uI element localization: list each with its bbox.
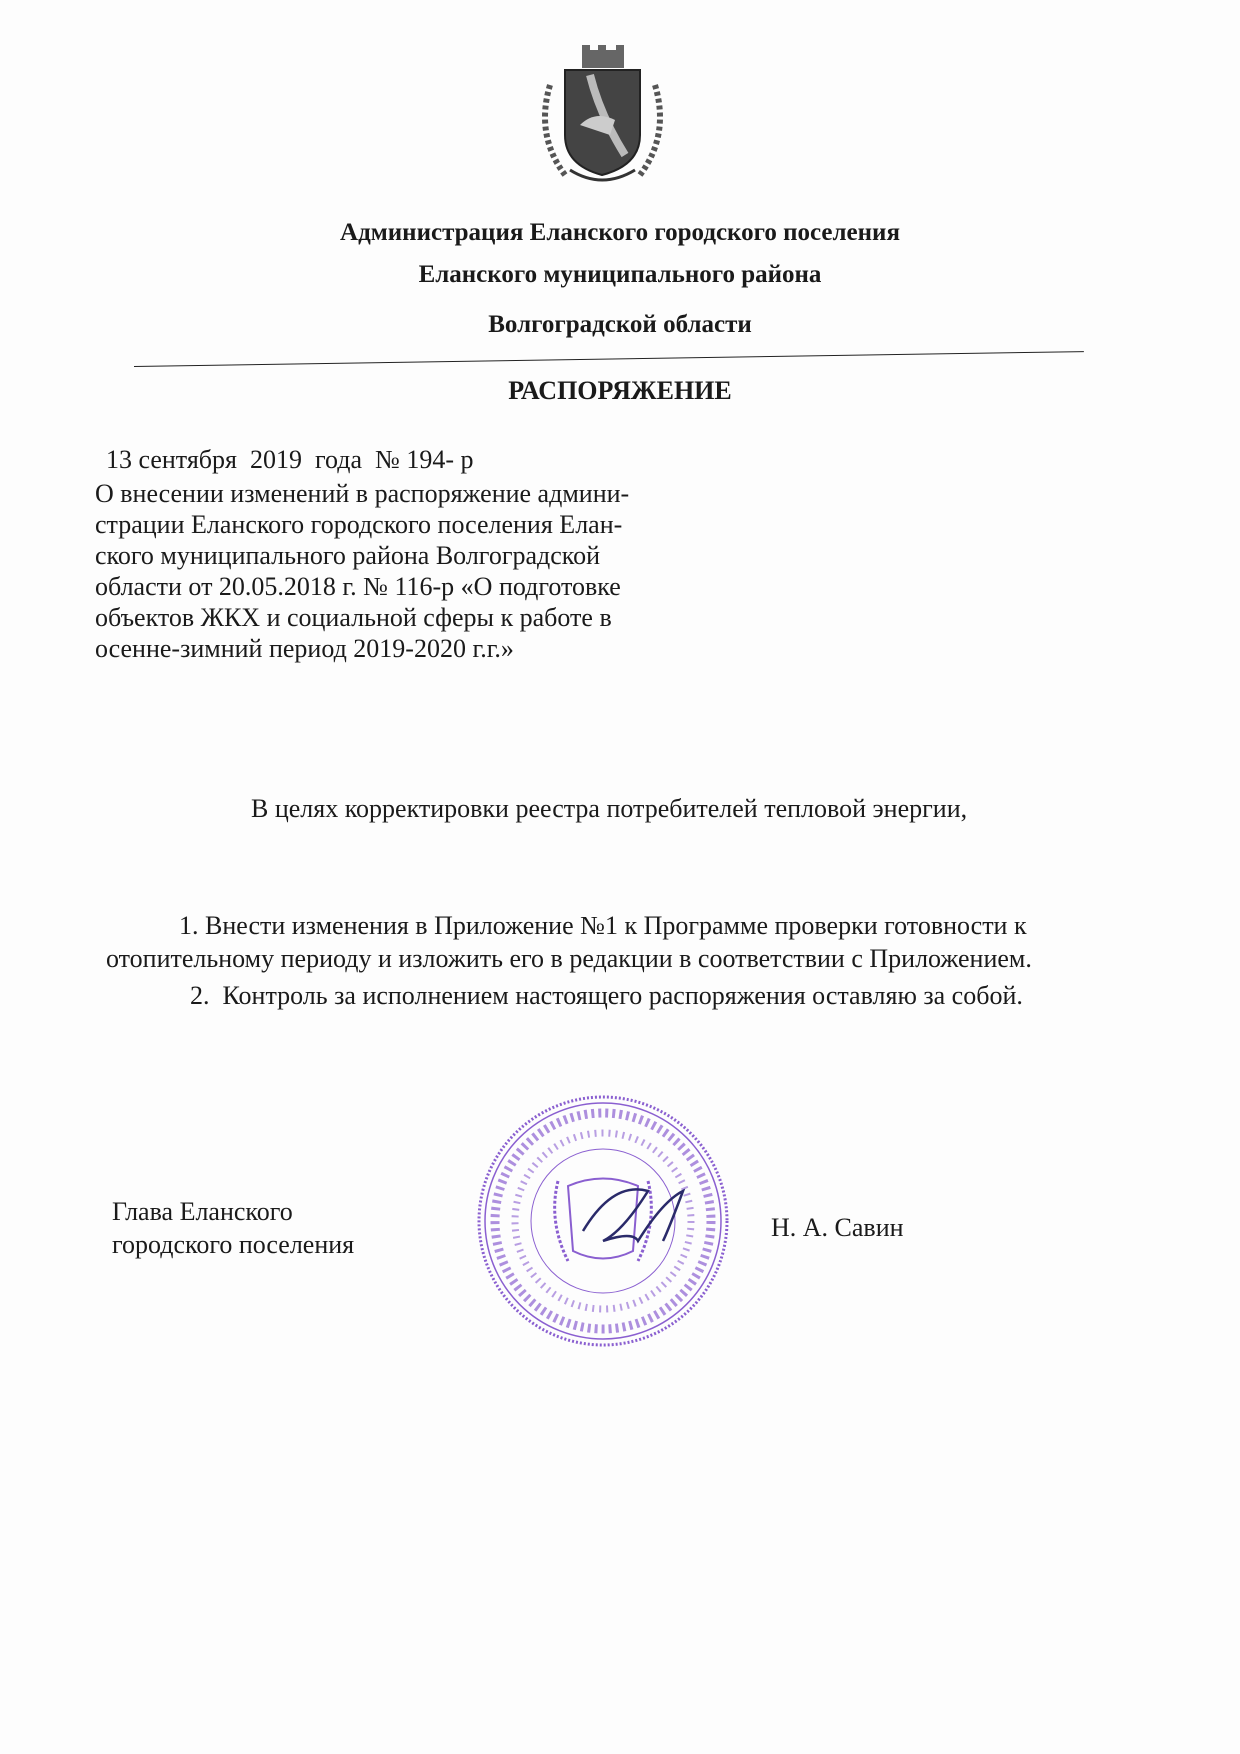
document-title	[95, 478, 705, 664]
document-type: РАСПОРЯЖЕНИЕ	[508, 376, 732, 405]
header-line-1: Администрация Еланского городского поселения	[340, 219, 900, 246]
header-line-3: Волгоградской области	[488, 311, 752, 338]
title-line: ского муниципального района Волгоградской	[95, 541, 601, 570]
item-1-line-2: отопительному периоду и изложить его в редакции в соответствии с Приложением.	[106, 944, 1032, 973]
header-line-2: Еланского муниципального района	[418, 261, 822, 288]
signatory-position-line-1: Глава Еланского	[112, 1197, 293, 1226]
signatory-name: Н. А. Савин	[771, 1213, 904, 1242]
preamble: В целях корректировки реестра потребителей тепловой энергии,	[251, 794, 968, 823]
date-number: 13 сентября 2019 года № 194- р	[106, 445, 474, 474]
item-2: 2. Контроль за исполнением настоящего распоряжения оставляю за собой.	[190, 981, 1023, 1010]
title-line: осенне-зимний период 2019-2020 г.г.»	[95, 634, 514, 663]
title-line: объектов ЖКХ и социальной сферы к работе в	[95, 603, 612, 632]
official-stamp	[473, 1091, 733, 1351]
header-divider	[134, 351, 1084, 367]
handwritten-signature	[583, 1189, 683, 1241]
item-1-line-1: 1. Внести изменения в Приложение №1 к Программе проверки готовности к	[179, 911, 1027, 940]
title-line: страции Еланского городского поселения Елан-	[95, 510, 623, 539]
signatory-position-line-2: городского поселения	[112, 1230, 355, 1259]
coat-of-arms-emblem	[530, 45, 675, 195]
title-line: О внесении изменений в распоряжение админи-	[95, 479, 630, 508]
title-line: области от 20.05.2018 г. № 116-р «О подготовке	[95, 572, 621, 601]
